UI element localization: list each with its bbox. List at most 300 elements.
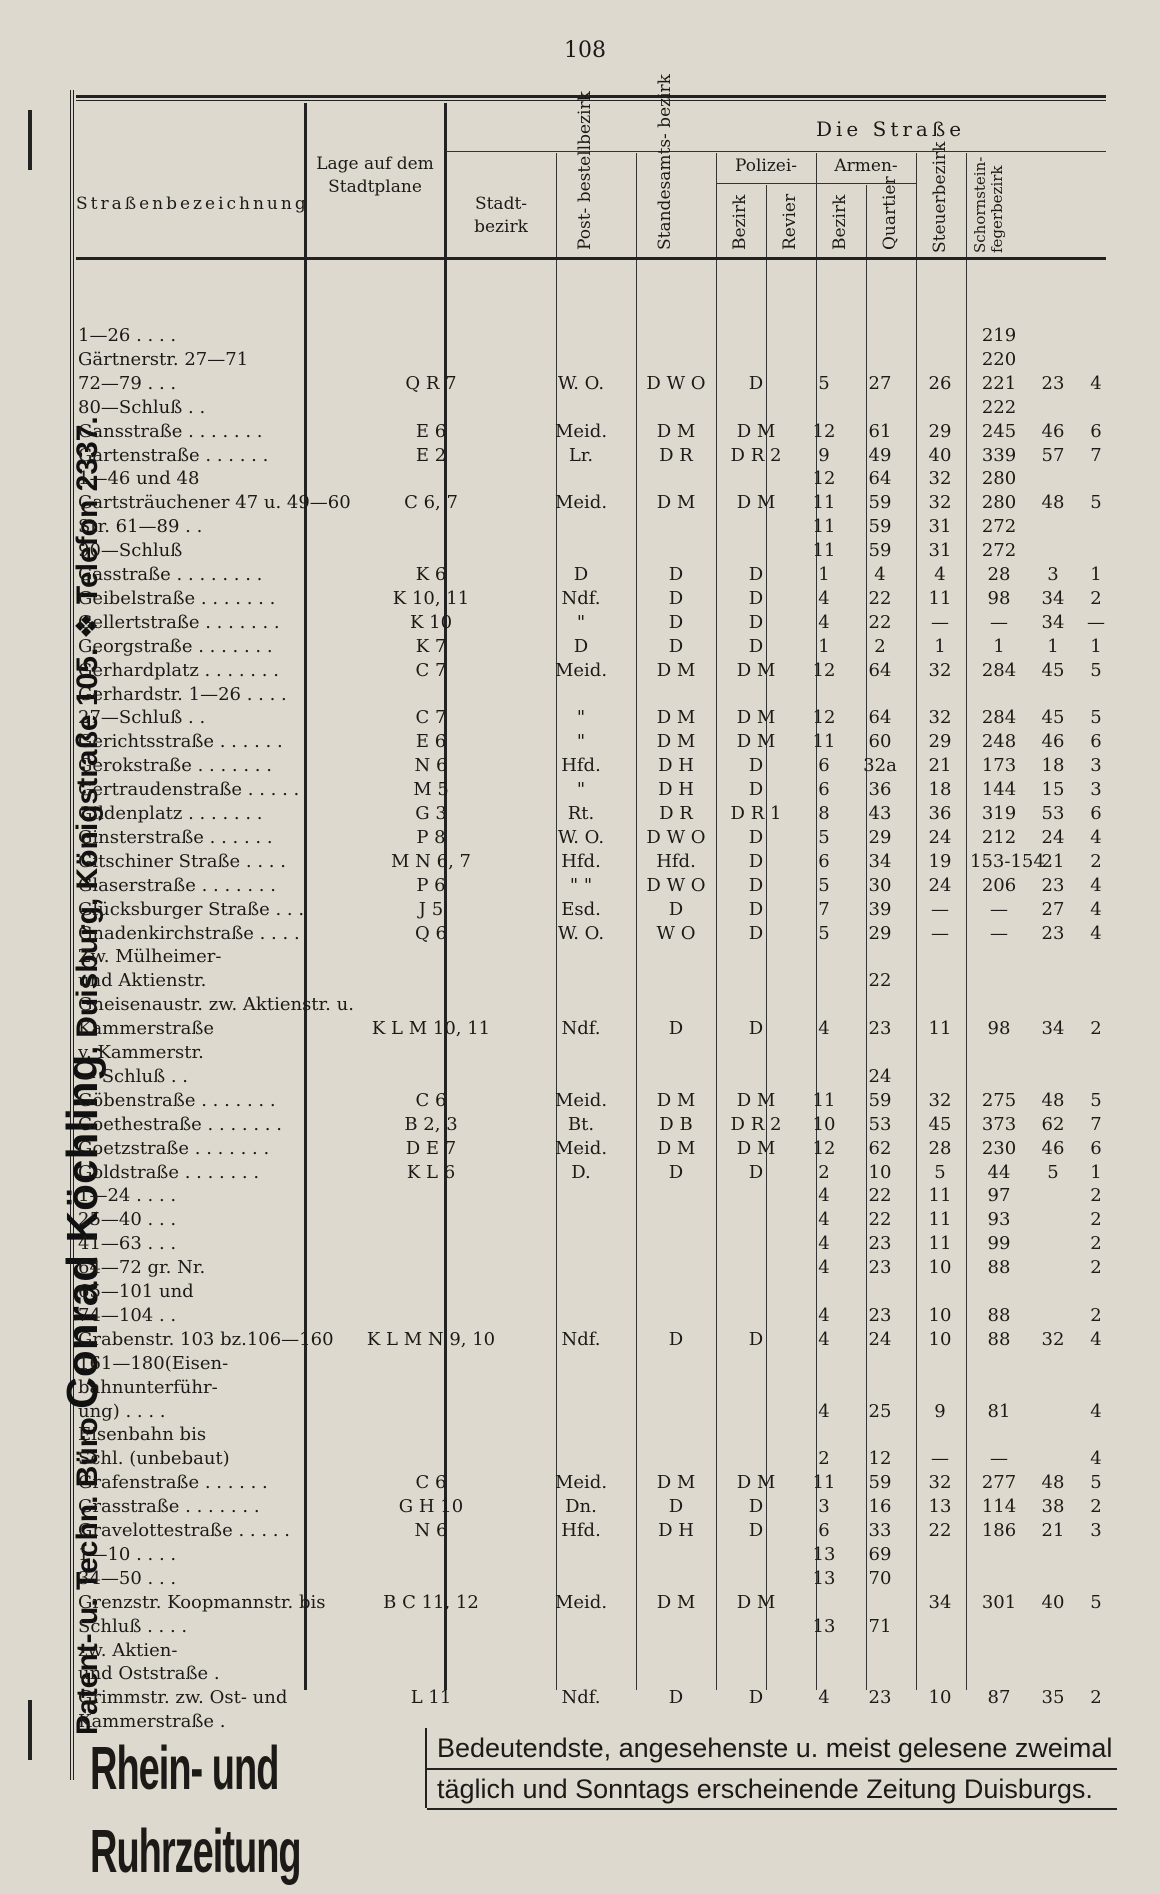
standesamt-cell: D M <box>736 492 776 514</box>
table-row <box>76 1568 1106 1592</box>
polizei-revier-cell: 49 <box>868 444 892 466</box>
table-row <box>76 1233 1106 1257</box>
armen-quartier-cell: — <box>990 1448 1008 1470</box>
armen-bezirk-cell: 31 <box>928 540 952 562</box>
polizei-bezirk-cell: 4 <box>818 611 830 633</box>
polizei-bezirk-cell: 4 <box>818 587 830 609</box>
armen-quartier-cell: 221 <box>981 372 1017 394</box>
schornsteinfeger-cell: 5 <box>1090 1591 1102 1613</box>
polizei-revier-cell: 16 <box>868 1496 892 1518</box>
street-name-cell: 65—101 und <box>78 1281 194 1302</box>
street-name-cell: Schl. (unbebaut) <box>78 1448 230 1470</box>
polizei-bezirk-cell: 12 <box>812 707 836 729</box>
polizei-revier-cell: 70 <box>868 1567 892 1589</box>
polizei-bezirk-cell: 4 <box>818 1687 830 1709</box>
steuerbezirk-cell: 35 <box>1041 1687 1065 1709</box>
armen-quartier-cell: — <box>990 922 1008 944</box>
table-row <box>76 1520 1106 1544</box>
street-name-cell: Eisenbahn bis <box>78 1424 207 1446</box>
lage-cell: K L M N 9, 10 <box>366 1328 496 1350</box>
header-steuerbezirk: Steuerbezirk <box>930 141 950 253</box>
street-name-cell: 34—50 . . . <box>78 1567 177 1589</box>
polizei-bezirk-cell: 2 <box>818 1448 830 1470</box>
table-row <box>76 492 1106 516</box>
armen-bezirk-cell: 11 <box>928 1233 952 1255</box>
street-name-cell: Georgstraße . . . . . . . <box>78 635 273 657</box>
steuerbezirk-cell: 23 <box>1041 922 1065 944</box>
polizei-bezirk-cell: 13 <box>812 1567 836 1589</box>
armen-quartier-cell: 173 <box>981 755 1017 777</box>
steuerbezirk-cell: 21 <box>1041 850 1065 872</box>
stadtbezirk-cell: Ndf. <box>561 1687 601 1709</box>
polizei-revier-cell: 39 <box>868 898 892 920</box>
polizei-bezirk-cell: 13 <box>812 1615 836 1637</box>
armen-quartier-cell: 28 <box>987 564 1011 585</box>
schornsteinfeger-cell: 4 <box>1090 898 1102 920</box>
polizei-revier-cell: 34 <box>868 850 892 872</box>
polizei-bezirk-cell: 4 <box>818 1328 830 1350</box>
polizei-bezirk-cell: 6 <box>818 755 830 777</box>
lage-cell: C 6, 7 <box>404 492 458 514</box>
schornsteinfeger-cell: 2 <box>1090 587 1102 609</box>
armen-quartier-cell: 280 <box>981 492 1017 514</box>
polizei-revier-cell: 2 <box>874 635 886 657</box>
postbezirk-cell: D <box>668 1328 684 1350</box>
band-rule-bottom <box>28 1700 32 1760</box>
lage-cell: M N 6, 7 <box>391 850 471 872</box>
standesamt-cell: D <box>748 874 764 896</box>
stadtbezirk-cell: Ndf. <box>561 587 601 609</box>
armen-quartier-cell: 97 <box>987 1185 1011 1207</box>
street-name-cell: und Oststraße . <box>78 1663 220 1685</box>
polizei-bezirk-cell: 9 <box>818 444 830 466</box>
postbezirk-cell: D M <box>656 659 696 681</box>
postbezirk-cell: D <box>668 1018 684 1040</box>
polizei-revier-cell: 24 <box>868 1065 892 1087</box>
lage-cell: E 2 <box>415 444 447 466</box>
armen-bezirk-cell: 11 <box>928 1018 952 1040</box>
table-row <box>76 1544 1106 1568</box>
armen-bezirk-cell: 24 <box>928 826 952 848</box>
stadtbezirk-cell: " <box>576 731 586 753</box>
armen-quartier-cell: 220 <box>981 348 1017 370</box>
polizei-revier-cell: 23 <box>868 1257 892 1279</box>
header-schornsteinfeger: Schornstein- fegerbezirk <box>971 156 1007 253</box>
standesamt-cell: D <box>748 635 764 657</box>
lage-cell: C 6 <box>415 1472 447 1494</box>
polizei-bezirk-cell: 5 <box>818 826 830 848</box>
header-armen-quartier: Quartier <box>880 176 900 250</box>
steuerbezirk-cell: 23 <box>1041 372 1065 394</box>
armen-bezirk-cell: 1 <box>934 635 946 657</box>
postbezirk-cell: D H <box>658 779 694 801</box>
table-row <box>76 660 1106 684</box>
stadtbezirk-cell: Meid. <box>554 1137 608 1159</box>
polizei-bezirk-cell: 11 <box>812 1089 836 1111</box>
steuerbezirk-cell: 48 <box>1041 1472 1065 1494</box>
table-row <box>76 851 1106 875</box>
polizei-bezirk-cell: 11 <box>812 516 836 538</box>
armen-bezirk-cell: 5 <box>934 1161 946 1183</box>
polizei-bezirk-cell: 8 <box>818 803 830 824</box>
street-name-cell: Gärtnerstr. 27—71 <box>78 348 249 370</box>
table-row <box>76 1114 1106 1138</box>
table-row <box>76 1640 1106 1664</box>
armen-bezirk-cell: 40 <box>928 444 952 466</box>
armen-bezirk-cell: 45 <box>928 1113 952 1135</box>
table-row <box>76 1138 1106 1162</box>
armen-bezirk-cell: 28 <box>928 1137 952 1159</box>
stadtbezirk-cell: Meid. <box>554 1472 608 1494</box>
lage-cell: Q R 7 <box>405 372 457 394</box>
postbezirk-cell: D <box>668 611 684 633</box>
armen-quartier-cell: 1 <box>993 635 1005 657</box>
polizei-revier-cell: 24 <box>868 1328 892 1350</box>
street-name-cell: Gartenstraße . . . . . . <box>78 444 269 466</box>
lage-cell: K 10, 11 <box>392 587 470 609</box>
street-name-cell: 1—46 und 48 <box>78 468 200 490</box>
stadtbezirk-cell: Lr. <box>568 444 594 466</box>
polizei-revier-cell: 29 <box>868 826 892 848</box>
street-name-cell: Gasstraße . . . . . . . . <box>78 564 263 585</box>
table-row <box>76 1472 1106 1496</box>
armen-bezirk-cell: — <box>931 898 949 920</box>
street-name-cell: Gitschiner Straße . . . . <box>78 850 286 872</box>
schornsteinfeger-cell: 2 <box>1090 1233 1102 1255</box>
polizei-bezirk-cell: 3 <box>818 1496 830 1518</box>
armen-quartier-cell: 93 <box>987 1209 1011 1231</box>
armen-quartier-cell: 248 <box>981 731 1017 753</box>
polizei-revier-cell: 59 <box>868 516 892 538</box>
schornsteinfeger-cell: 2 <box>1090 1185 1102 1207</box>
table-row <box>76 1663 1106 1687</box>
street-name-cell: Glücksburger Straße . . . <box>78 898 305 920</box>
polizei-bezirk-cell: 13 <box>812 1543 836 1565</box>
stadtbezirk-cell: Ndf. <box>561 1328 601 1350</box>
armen-bezirk-cell: 32 <box>928 1472 952 1494</box>
steuerbezirk-cell: 53 <box>1041 803 1065 824</box>
polizei-revier-cell: 69 <box>868 1543 892 1565</box>
stadtbezirk-cell: Hfd. <box>561 850 601 872</box>
street-name-cell: ung) . . . . <box>78 1400 166 1422</box>
header-armen: Armen- <box>834 156 898 176</box>
street-name-cell: Gartsträuchener 47 u. 49—60 <box>78 492 351 514</box>
table-row <box>76 875 1106 899</box>
table-row <box>76 1616 1106 1640</box>
header-street-name: Straßenbezeichnung <box>76 194 309 214</box>
armen-bezirk-cell: — <box>931 1448 949 1470</box>
polizei-revier-cell: 36 <box>868 779 892 801</box>
polizei-bezirk-cell: 5 <box>818 922 830 944</box>
armen-quartier-cell: 87 <box>987 1687 1011 1709</box>
standesamt-cell: D R 1 <box>730 803 782 824</box>
street-name-cell: 1—24 . . . . <box>78 1185 177 1207</box>
armen-bezirk-cell: 10 <box>928 1257 952 1279</box>
armen-quartier-cell: 98 <box>987 1018 1011 1040</box>
polizei-bezirk-cell: 4 <box>818 1304 830 1326</box>
standesamt-cell: D <box>748 1520 764 1541</box>
lage-cell: K 6 <box>415 564 447 585</box>
standesamt-cell: D <box>748 850 764 872</box>
armen-quartier-cell: 206 <box>981 874 1017 896</box>
bottom-advertisement <box>80 1728 1113 1887</box>
armen-quartier-cell: 272 <box>981 540 1017 562</box>
armen-quartier-cell: — <box>990 611 1008 633</box>
street-name-cell: und Aktienstr. <box>78 970 207 992</box>
street-name-cell: 41—63 . . . <box>78 1233 177 1255</box>
street-name-cell: bahnunterführ- <box>78 1376 218 1398</box>
stadtbezirk-cell: Hfd. <box>561 755 601 777</box>
steuerbezirk-cell: 34 <box>1041 611 1065 633</box>
street-name-cell: Goetzstraße . . . . . . . <box>78 1137 270 1159</box>
polizei-revier-cell: 59 <box>868 1089 892 1111</box>
standesamt-cell: D <box>748 898 764 920</box>
schornsteinfeger-cell: 4 <box>1090 372 1102 394</box>
standesamt-cell: D <box>748 611 764 633</box>
armen-quartier-cell: 272 <box>981 516 1017 538</box>
armen-bezirk-cell: 10 <box>928 1687 952 1709</box>
armen-quartier-cell: 319 <box>981 803 1017 824</box>
steuerbezirk-cell: 45 <box>1041 659 1065 681</box>
standesamt-cell: D <box>748 1687 764 1709</box>
armen-bezirk-cell: 32 <box>928 492 952 514</box>
steuerbezirk-cell: 46 <box>1041 420 1065 442</box>
polizei-revier-cell: 64 <box>868 659 892 681</box>
armen-bezirk-cell: 29 <box>928 420 952 442</box>
polizei-revier-cell: 43 <box>868 803 892 824</box>
table-row <box>76 684 1106 708</box>
lage-cell: D E 7 <box>405 1137 457 1159</box>
stadtbezirk-cell: D. <box>571 1161 591 1183</box>
table-row <box>76 827 1106 851</box>
polizei-bezirk-cell: 4 <box>818 1233 830 1255</box>
polizei-revier-cell: 64 <box>868 707 892 729</box>
street-name-cell: 1—26 . . . . <box>78 325 177 346</box>
lage-cell: M 5 <box>413 779 449 801</box>
lage-cell: G H 10 <box>398 1496 464 1518</box>
table-row <box>76 325 1106 349</box>
postbezirk-cell: D <box>668 564 684 585</box>
table-row <box>76 970 1106 994</box>
street-name-cell: v. Kammerstr. <box>78 1042 204 1063</box>
stadtbezirk-cell: " <box>576 707 586 729</box>
stadtbezirk-cell: Meid. <box>554 1089 608 1111</box>
table-row <box>76 1257 1106 1281</box>
polizei-revier-cell: 4 <box>874 564 886 585</box>
street-name-cell: 1—10 . . . . <box>78 1543 177 1565</box>
postbezirk-cell: D <box>668 635 684 657</box>
standesamt-cell: D R 2 <box>730 444 782 466</box>
header-lage: Lage auf dem Stadtplane <box>316 154 434 197</box>
table-row <box>76 445 1106 469</box>
polizei-revier-cell: 10 <box>868 1161 892 1183</box>
side-text-suffix: , Duisburg, Königstraße 105. ❖ Telefon 2337. <box>71 416 104 1055</box>
polizei-revier-cell: 22 <box>868 587 892 609</box>
street-name-cell: Gerhardstr. 1—26 . . . . <box>78 683 287 705</box>
street-name-cell: 64—72 gr. Nr. <box>78 1257 206 1279</box>
postbezirk-cell: D M <box>656 1137 696 1159</box>
schornsteinfeger-cell: 4 <box>1090 826 1102 848</box>
polizei-bezirk-cell: 7 <box>818 898 830 920</box>
street-name-cell: Gneisenaustr. zw. Aktienstr. u. <box>78 994 354 1016</box>
street-name-cell: 161—180(Eisen- <box>78 1352 229 1374</box>
lage-cell: C 7 <box>415 659 447 681</box>
polizei-bezirk-cell: 12 <box>812 1137 836 1159</box>
stadtbezirk-cell: W. O. <box>557 826 605 848</box>
steuerbezirk-cell: 48 <box>1041 1089 1065 1111</box>
polizei-bezirk-cell: 4 <box>818 1400 830 1422</box>
polizei-revier-cell: 59 <box>868 492 892 514</box>
lage-cell: K 10 <box>409 611 453 633</box>
stadtbezirk-cell: Meid. <box>554 420 608 442</box>
armen-quartier-cell: 284 <box>981 659 1017 681</box>
postbezirk-cell: D <box>668 1161 684 1183</box>
steuerbezirk-cell: 15 <box>1041 779 1065 801</box>
postbezirk-cell: D R <box>659 444 693 466</box>
lage-cell: N 6 <box>414 755 448 777</box>
header-post: Post- bestellbezirk <box>575 91 595 250</box>
street-name-cell: Ginsterstraße . . . . . . <box>78 826 273 848</box>
armen-bezirk-cell: 32 <box>928 1089 952 1111</box>
standesamt-cell: D M <box>736 1591 776 1613</box>
steuerbezirk-cell: 46 <box>1041 731 1065 753</box>
armen-quartier-cell: 222 <box>981 396 1017 418</box>
standesamt-cell: D M <box>736 1137 776 1159</box>
armen-bezirk-cell: 19 <box>928 850 952 872</box>
stadtbezirk-cell: " <box>576 779 586 801</box>
street-name-cell: Kammerstraße <box>78 1018 215 1040</box>
schornsteinfeger-cell: 5 <box>1090 659 1102 681</box>
schornsteinfeger-cell: 7 <box>1090 444 1102 466</box>
armen-bezirk-cell: 32 <box>928 468 952 490</box>
standesamt-cell: D <box>748 755 764 777</box>
schornsteinfeger-cell: 7 <box>1090 1113 1102 1135</box>
schornsteinfeger-cell: 5 <box>1090 1472 1102 1494</box>
table-row <box>76 779 1106 803</box>
street-name-cell: Grasstraße . . . . . . . <box>78 1496 260 1518</box>
steuerbezirk-cell: 27 <box>1041 898 1065 920</box>
armen-quartier-cell: 88 <box>987 1304 1011 1326</box>
stadtbezirk-cell: Meid. <box>554 659 608 681</box>
lage-cell: Q 6 <box>415 922 447 944</box>
standesamt-cell: D <box>748 1496 764 1518</box>
schornsteinfeger-cell: 1 <box>1090 1161 1102 1183</box>
table-row <box>76 1496 1106 1520</box>
armen-quartier-cell: 280 <box>981 468 1017 490</box>
schornsteinfeger-cell: 4 <box>1090 1448 1102 1470</box>
postbezirk-cell: D M <box>656 492 696 514</box>
stadtbezirk-cell: D <box>573 635 589 657</box>
street-name-cell: 72—79 . . . <box>78 372 177 394</box>
stadtbezirk-cell: D <box>573 564 589 585</box>
table-row <box>76 373 1106 397</box>
street-name-cell: zw. Aktien- <box>78 1639 178 1661</box>
schornsteinfeger-cell: 1 <box>1090 564 1102 585</box>
postbezirk-cell: D M <box>656 1472 696 1494</box>
header-stadtbezirk: Stadt- bezirk <box>474 194 528 237</box>
stadtbezirk-cell: Esd. <box>561 898 601 920</box>
polizei-revier-cell: 12 <box>868 1448 892 1470</box>
schornsteinfeger-cell: 6 <box>1090 420 1102 442</box>
standesamt-cell: D M <box>736 1472 776 1494</box>
armen-quartier-cell: 153-154 <box>970 850 1045 872</box>
table-row <box>76 349 1106 373</box>
steuerbezirk-cell: 3 <box>1047 564 1059 585</box>
polizei-bezirk-cell: 2 <box>818 1161 830 1183</box>
page-number: 108 <box>564 38 606 63</box>
table-row <box>76 1281 1106 1305</box>
postbezirk-cell: D W O <box>646 372 706 394</box>
polizei-revier-cell: 23 <box>868 1687 892 1709</box>
postbezirk-cell: D M <box>656 420 696 442</box>
polizei-bezirk-cell: 12 <box>812 420 836 442</box>
polizei-bezirk-cell: 4 <box>818 1209 830 1231</box>
street-name-cell: Grenzstr. Koopmannstr. bis <box>78 1591 326 1613</box>
standesamt-cell: D M <box>736 707 776 729</box>
armen-bezirk-cell: 11 <box>928 1185 952 1207</box>
armen-quartier-cell: 44 <box>987 1161 1011 1183</box>
lage-cell: C 7 <box>415 707 447 729</box>
schornsteinfeger-cell: 2 <box>1090 850 1102 872</box>
steuerbezirk-cell: 32 <box>1041 1328 1065 1350</box>
postbezirk-cell: D M <box>656 1591 696 1613</box>
street-name-cell: Zw. Mülheimer- <box>78 946 222 968</box>
standesamt-cell: D <box>748 564 764 585</box>
street-name-cell: 80—Schluß . . <box>78 396 206 418</box>
stadtbezirk-cell: Dn. <box>565 1496 597 1518</box>
street-name-cell: Kammerstraße . <box>78 1711 226 1733</box>
lage-cell: B 2, 3 <box>404 1113 458 1135</box>
table-row <box>76 1401 1106 1425</box>
stadtbezirk-cell: " " <box>569 874 593 896</box>
stadtbezirk-cell: W. O. <box>557 372 605 394</box>
polizei-bezirk-cell: 4 <box>818 1018 830 1040</box>
polizei-revier-cell: 22 <box>868 611 892 633</box>
steuerbezirk-cell: 45 <box>1041 707 1065 729</box>
steuerbezirk-cell: 24 <box>1041 826 1065 848</box>
armen-bezirk-cell: 26 <box>928 372 952 394</box>
standesamt-cell: D <box>748 1018 764 1040</box>
armen-bezirk-cell: 24 <box>928 874 952 896</box>
polizei-revier-cell: 33 <box>868 1520 892 1541</box>
steuerbezirk-cell: 46 <box>1041 1137 1065 1159</box>
steuerbezirk-cell: 57 <box>1041 444 1065 466</box>
armen-bezirk-cell: 11 <box>928 587 952 609</box>
street-name-cell: Göbenstraße . . . . . . . <box>78 1089 276 1111</box>
schornsteinfeger-cell: 5 <box>1090 707 1102 729</box>
armen-quartier-cell: 144 <box>981 779 1017 801</box>
street-name-cell: Goethestraße . . . . . . . <box>78 1113 282 1135</box>
schornsteinfeger-cell: 2 <box>1090 1257 1102 1279</box>
armen-quartier-cell: 339 <box>981 444 1017 466</box>
standesamt-cell: D R 2 <box>730 1113 782 1135</box>
steuerbezirk-cell: 1 <box>1047 635 1059 657</box>
postbezirk-cell: W O <box>656 922 696 944</box>
schornsteinfeger-cell: 2 <box>1090 1209 1102 1231</box>
street-name-cell: Gansstraße . . . . . . . <box>78 420 263 442</box>
schornsteinfeger-cell: 4 <box>1090 874 1102 896</box>
polizei-revier-cell: 60 <box>868 731 892 753</box>
armen-bezirk-cell: 11 <box>928 1209 952 1231</box>
armen-bezirk-cell: 36 <box>928 803 952 824</box>
header-polizei-bezirk: Bezirk <box>730 194 750 250</box>
armen-bezirk-cell: — <box>931 922 949 944</box>
schornsteinfeger-cell: 6 <box>1090 803 1102 824</box>
table-row <box>76 1305 1106 1329</box>
armen-quartier-cell: 186 <box>981 1520 1017 1541</box>
armen-bezirk-cell: 18 <box>928 779 952 801</box>
steuerbezirk-cell: 62 <box>1041 1113 1065 1135</box>
